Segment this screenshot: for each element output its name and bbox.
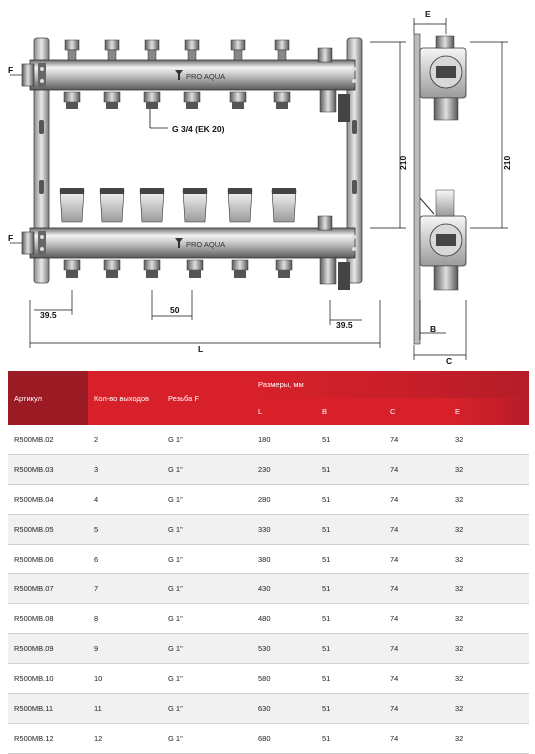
cell-article: R500MB.06 (8, 544, 88, 574)
cell-c: 74 (384, 484, 449, 514)
cell-thread: G 1" (162, 723, 252, 753)
table-row (8, 544, 529, 574)
cell-outputs: 5 (88, 514, 162, 544)
cell-e: 32 (449, 664, 529, 694)
cell-article: R500MB.02 (8, 425, 88, 454)
cell-b: 51 (316, 514, 384, 544)
cell-l: 330 (252, 514, 316, 544)
cell-e: 32 (449, 454, 529, 484)
table-row (8, 723, 529, 753)
header-thread: Резьба F (162, 371, 252, 425)
dim-left-offset: 39.5 (40, 310, 57, 320)
cell-b: 51 (316, 694, 384, 724)
cell-thread: G 1" (162, 544, 252, 574)
cell-b: 51 (316, 544, 384, 574)
header-b: B (316, 398, 384, 425)
cell-article: R500MB.11 (8, 694, 88, 724)
dim-b: B (430, 324, 437, 334)
cell-thread: G 1" (162, 634, 252, 664)
cell-outputs: 4 (88, 484, 162, 514)
cell-l: 230 (252, 454, 316, 484)
header-article: Артикул (8, 371, 88, 425)
cell-b: 51 (316, 484, 384, 514)
cell-l: 180 (252, 425, 316, 454)
dim-e: E (425, 9, 431, 19)
cell-l: 380 (252, 544, 316, 574)
cell-b: 51 (316, 574, 384, 604)
brand-text-top: PRO AQUA (186, 72, 226, 81)
dim-l: L (198, 344, 204, 354)
cell-e: 32 (449, 604, 529, 634)
cell-thread: G 1" (162, 514, 252, 544)
cell-outputs: 8 (88, 604, 162, 634)
cell-l: 630 (252, 694, 316, 724)
cell-article: R500MB.08 (8, 604, 88, 634)
spec-table (8, 371, 529, 754)
dim-height-main: 210 (398, 155, 408, 170)
cell-thread: G 1" (162, 694, 252, 724)
cell-e: 32 (449, 723, 529, 753)
cell-b: 51 (316, 664, 384, 694)
cell-e: 32 (449, 514, 529, 544)
table-row (8, 694, 529, 724)
cell-c: 74 (384, 425, 449, 454)
header-dimensions: Размеры, мм (252, 371, 529, 398)
cell-c: 74 (384, 694, 449, 724)
cell-c: 74 (384, 664, 449, 694)
thread-callout-label: G 3/4 (EK 20) (172, 124, 225, 134)
cell-b: 51 (316, 454, 384, 484)
manifold-drawing (0, 0, 535, 368)
cell-thread: G 1" (162, 604, 252, 634)
spec-table-wrapper (8, 371, 529, 754)
cell-outputs: 2 (88, 425, 162, 454)
cell-b: 51 (316, 723, 384, 753)
table-row (8, 604, 529, 634)
cell-c: 74 (384, 574, 449, 604)
cell-article: R500MB.05 (8, 514, 88, 544)
cell-c: 74 (384, 723, 449, 753)
cell-outputs: 12 (88, 723, 162, 753)
cell-thread: G 1" (162, 664, 252, 694)
table-row (8, 484, 529, 514)
table-row (8, 634, 529, 664)
cell-c: 74 (384, 544, 449, 574)
cell-b: 51 (316, 425, 384, 454)
table-header-row (8, 371, 529, 398)
table-body (8, 425, 529, 753)
table-row (8, 454, 529, 484)
dim-f-top: F (8, 65, 14, 75)
cell-article: R500MB.04 (8, 484, 88, 514)
header-c: C (384, 398, 449, 425)
cell-e: 32 (449, 634, 529, 664)
cell-l: 280 (252, 484, 316, 514)
dim-right-offset: 39.5 (336, 320, 353, 330)
cell-e: 32 (449, 574, 529, 604)
cell-c: 74 (384, 634, 449, 664)
brand-text-bottom: PRO AQUA (186, 240, 226, 249)
cell-outputs: 6 (88, 544, 162, 574)
cell-article: R500MB.03 (8, 454, 88, 484)
cell-article: R500MB.09 (8, 634, 88, 664)
cell-l: 530 (252, 634, 316, 664)
cell-e: 32 (449, 484, 529, 514)
cell-l: 580 (252, 664, 316, 694)
cell-article: R500MB.12 (8, 723, 88, 753)
cell-b: 51 (316, 604, 384, 634)
cell-l: 680 (252, 723, 316, 753)
cell-thread: G 1" (162, 425, 252, 454)
cell-article: R500MB.07 (8, 574, 88, 604)
dim-c: C (446, 356, 453, 366)
table-row (8, 425, 529, 454)
cell-outputs: 3 (88, 454, 162, 484)
cell-e: 32 (449, 425, 529, 454)
cell-l: 480 (252, 604, 316, 634)
cell-e: 32 (449, 694, 529, 724)
cell-thread: G 1" (162, 454, 252, 484)
table-row (8, 574, 529, 604)
dim-pitch: 50 (170, 305, 180, 315)
table-row (8, 514, 529, 544)
side-view (414, 34, 466, 344)
cell-e: 32 (449, 544, 529, 574)
cell-c: 74 (384, 514, 449, 544)
cell-thread: G 1" (162, 574, 252, 604)
cell-c: 74 (384, 454, 449, 484)
cell-article: R500MB.10 (8, 664, 88, 694)
dim-f-bottom: F (8, 233, 14, 243)
header-outputs: Кол-во выходов (88, 371, 162, 425)
header-e: E (449, 398, 529, 425)
cell-l: 430 (252, 574, 316, 604)
cell-thread: G 1" (162, 484, 252, 514)
cell-b: 51 (316, 634, 384, 664)
thread-callout (150, 109, 225, 134)
cell-outputs: 10 (88, 664, 162, 694)
dim-height-side: 210 (502, 155, 512, 170)
cell-outputs: 9 (88, 634, 162, 664)
cell-outputs: 11 (88, 694, 162, 724)
cell-c: 74 (384, 604, 449, 634)
cell-outputs: 7 (88, 574, 162, 604)
header-l: L (252, 398, 316, 425)
table-row (8, 664, 529, 694)
